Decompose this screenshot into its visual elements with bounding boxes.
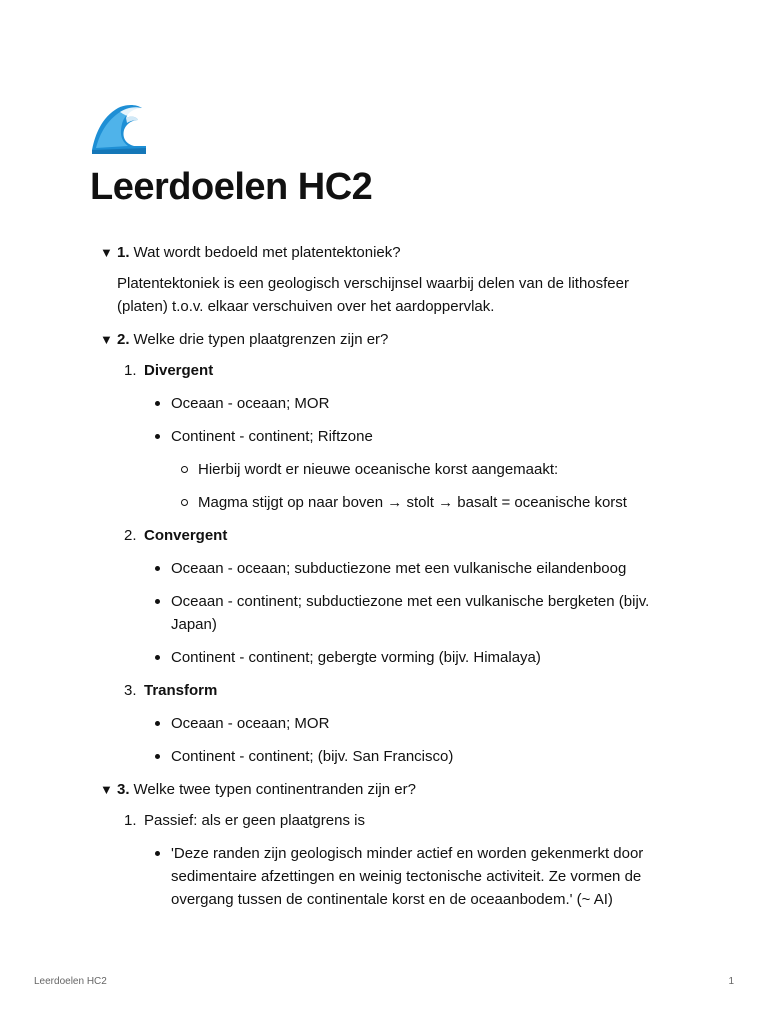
bullet-item (144, 646, 670, 669)
toggle-body-2 (117, 359, 670, 768)
bullet-dot (155, 754, 160, 759)
sub-bullet-text: Hierbij wordt er nieuwe oceanische korst aangemaakt: (198, 461, 559, 478)
list-item-passief (117, 809, 670, 911)
bullet-item (144, 557, 670, 580)
toggle-body-1 (117, 272, 670, 318)
bullet-text: Oceaan - oceaan; subductiezone met een vulkanische eilandenboog (171, 560, 627, 577)
bullet-list (144, 712, 670, 768)
numbered-list (117, 809, 670, 911)
footer-document-title: Leerdoelen HC2 (34, 976, 107, 987)
sub-bullet-item (171, 491, 670, 514)
bullet-item (144, 590, 670, 636)
bullet-list (144, 392, 670, 514)
numbered-list (117, 359, 670, 768)
bullet-list (144, 557, 670, 669)
bullet-text: Continent - continent; gebergte vorming (bijv. Himalaya) (171, 649, 541, 666)
bullet-dot (155, 566, 160, 571)
bullet-list (144, 842, 670, 911)
toggle-summary-3[interactable] (100, 778, 670, 801)
question-text: Welke twee typen continentranden zijn er? (133, 781, 416, 798)
bullet-dot (155, 851, 160, 856)
toggle-summary-2[interactable] (100, 328, 670, 351)
bullet-text: Oceaan - oceaan; MOR (171, 395, 330, 412)
bullet-dot (155, 655, 160, 660)
question-text: Welke drie typen plaatgrenzen zijn er? (133, 331, 389, 348)
list-marker: 1. (124, 362, 137, 379)
toggle-triangle-icon[interactable]: ▼ (100, 245, 113, 260)
toggle-block-1 (100, 241, 670, 318)
answer-paragraph: Platentektoniek is een geologisch verschijnsel waarbij delen van de lithosfeer (platen) t.o.v. elkaar verschuiven over het aardoppervlak. (117, 275, 629, 315)
bullet-item (144, 392, 670, 415)
bullet-dot (155, 721, 160, 726)
toggle-summary-1[interactable] (100, 241, 670, 264)
toggle-body-3 (117, 809, 670, 911)
footer-page-number: 1 (728, 976, 734, 987)
bullet-text: Oceaan - oceaan; MOR (171, 715, 330, 732)
bullet-text: 'Deze randen zijn geologisch minder actief en worden gekenmerkt door sedimentaire afzettingen en weinig tectonische activiteit. Ze vormen de overgang tussen de continentale korst en de oceaanbodem.' (~ AI) (171, 845, 644, 908)
sub-bullet-list (171, 458, 670, 514)
bullet-dot (155, 401, 160, 406)
list-item-title: Convergent (144, 527, 228, 544)
list-item-transform (117, 679, 670, 768)
page-content (100, 241, 670, 921)
list-marker: 3. (124, 682, 137, 699)
toggle-block-3 (100, 778, 670, 911)
page-title: Leerdoelen HC2 (90, 166, 373, 208)
bullet-item (144, 712, 670, 735)
toggle-triangle-icon[interactable]: ▼ (100, 332, 113, 347)
question-number: 1. (117, 244, 130, 261)
question-number: 3. (117, 781, 130, 798)
sub-bullet-item (171, 458, 670, 481)
bullet-item (144, 425, 670, 514)
list-item-title: Passief: als er geen plaatgrens is (144, 812, 365, 829)
bullet-text: Oceaan - continent; subductiezone met een vulkanische bergketen (bijv. Japan) (171, 593, 650, 633)
toggle-block-2 (100, 328, 670, 768)
sub-bullet-circle (181, 499, 188, 506)
list-item-title: Divergent (144, 362, 214, 379)
question-text: Wat wordt bedoeld met platentektoniek? (133, 244, 401, 261)
list-marker: 2. (124, 527, 137, 544)
list-item-divergent (117, 359, 670, 514)
bullet-item (144, 842, 670, 911)
toggle-triangle-icon[interactable]: ▼ (100, 782, 113, 797)
bullet-dot (155, 434, 160, 439)
list-item-convergent (117, 524, 670, 669)
bullet-text: Continent - continent; Riftzone (171, 428, 373, 445)
question-number: 2. (117, 331, 130, 348)
bullet-dot (155, 599, 160, 604)
bullet-item (144, 745, 670, 768)
bullet-text: Continent - continent; (bijv. San Francisco) (171, 748, 454, 765)
sub-bullet-text: Magma stijgt op naar boven → stolt → basalt = oceanische korst (198, 494, 627, 511)
list-marker: 1. (124, 812, 137, 829)
wave-icon (90, 100, 148, 156)
sub-bullet-circle (181, 466, 188, 473)
list-item-title: Transform (144, 682, 218, 699)
